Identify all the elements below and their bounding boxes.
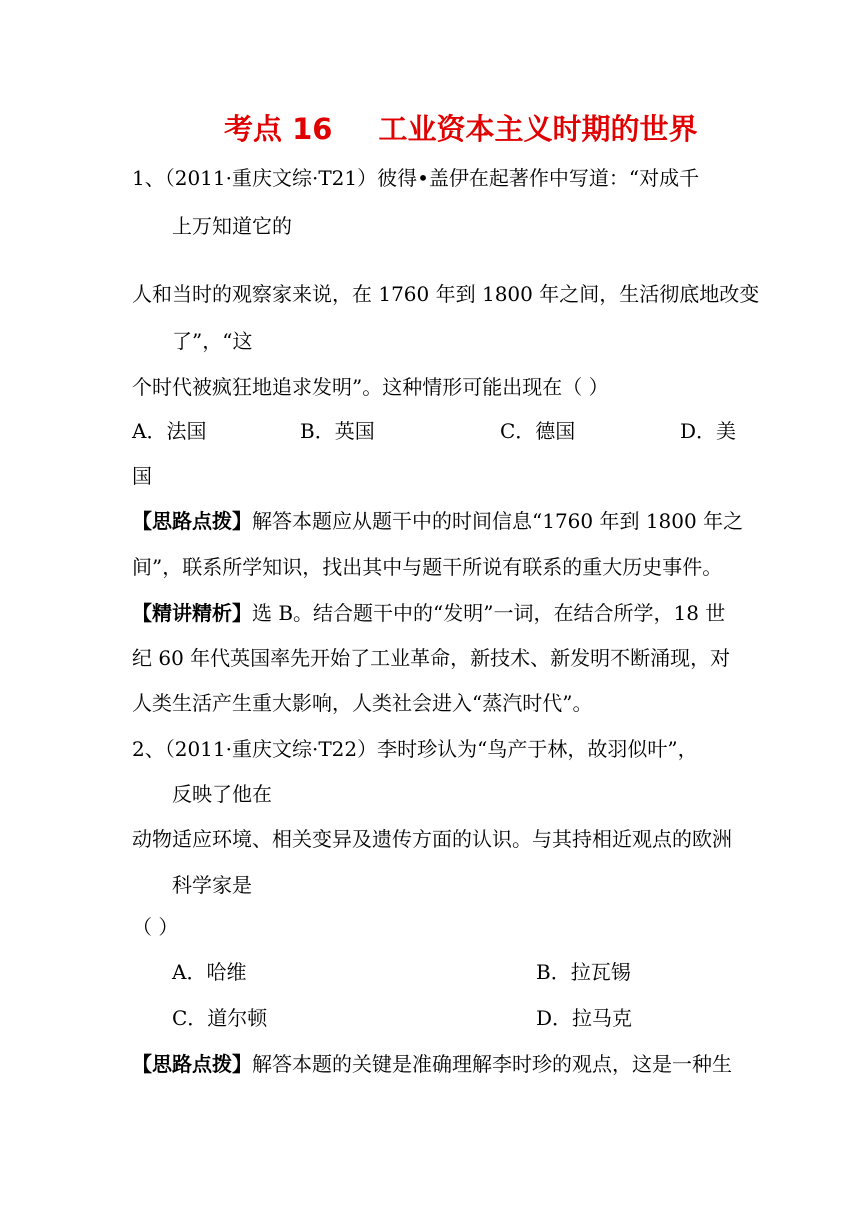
q1-stem-line-1: 1、（2011·重庆文综·T21）彼得•盖伊在起著作中写道：“对成千 <box>132 166 700 190</box>
q2-stem-line-4: 科学家是 <box>172 873 252 897</box>
q1-hint-label: 【思路点拨】 <box>132 509 252 533</box>
q1-analysis-line-3: 人类生活产生重大影响，人类社会进入“蒸汽时代”。 <box>132 691 593 715</box>
q2-stem-line-3: 动物适应环境、相关变异及遗传方面的认识。与其持相近观点的欧洲 <box>132 827 732 851</box>
q2-hint-text-1: 解答本题的关键是准确理解李时珍的观点，这是一种生 <box>252 1052 732 1076</box>
q1-stem-line-5: 个时代被疯狂地追求发明”。这种情形可能出现在（ ） <box>132 375 609 399</box>
q1-hint-line-1 <box>132 506 743 536</box>
q2-stem-line-2: 反映了他在 <box>172 782 272 806</box>
q1-stem-line-2: 上万知道它的 <box>172 214 292 238</box>
q2-option-c: C．道尔顿 <box>172 1006 268 1030</box>
q1-option-d: D．美 <box>680 419 737 443</box>
q2-option-d: D．拉马克 <box>536 1006 633 1030</box>
title-number: 考点 16 <box>224 112 333 146</box>
q2-stem-line-1: 2、（2011·重庆文综·T22）李时珍认为“鸟产于林，故羽似叶”， <box>132 737 698 761</box>
q1-analysis-text-1: 选 B。结合题干中的“发明”一词，在结合所学，18 世 <box>252 601 726 625</box>
q2-option-a: A．哈维 <box>172 960 247 984</box>
q1-option-c: C．德国 <box>500 419 576 443</box>
q1-option-d-wrap: 国 <box>132 464 152 488</box>
q1-analysis-line-2: 纪 60 年代英国率先开始了工业革命，新技术、新发明不断涌现，对 <box>132 646 731 670</box>
q2-option-b: B．拉瓦锡 <box>536 960 631 984</box>
q1-analysis-label: 【精讲精析】 <box>132 601 252 625</box>
q2-answer-blank: （ ） <box>132 915 179 939</box>
q2-hint-label: 【思路点拨】 <box>132 1052 252 1076</box>
page-title <box>224 109 697 149</box>
q1-hint-line-2: 间”，联系所学知识，找出其中与题干所说有联系的重大历史事件。 <box>132 555 723 579</box>
q1-stem-line-4: 了”，“这 <box>172 329 253 353</box>
q2-hint-line-1 <box>132 1049 732 1079</box>
q1-analysis-line-1 <box>132 598 725 628</box>
q1-option-a: A．法国 <box>132 419 207 443</box>
q1-stem-line-3: 人和当时的观察家来说，在 1760 年到 1800 年之间，生活彻底地改变 <box>132 282 760 306</box>
title-text: 工业资本主义时期的世界 <box>378 112 698 146</box>
q1-option-b: B．英国 <box>300 419 375 443</box>
q1-hint-text-1: 解答本题应从题干中的时间信息“1760 年到 1800 年之 <box>252 509 744 533</box>
